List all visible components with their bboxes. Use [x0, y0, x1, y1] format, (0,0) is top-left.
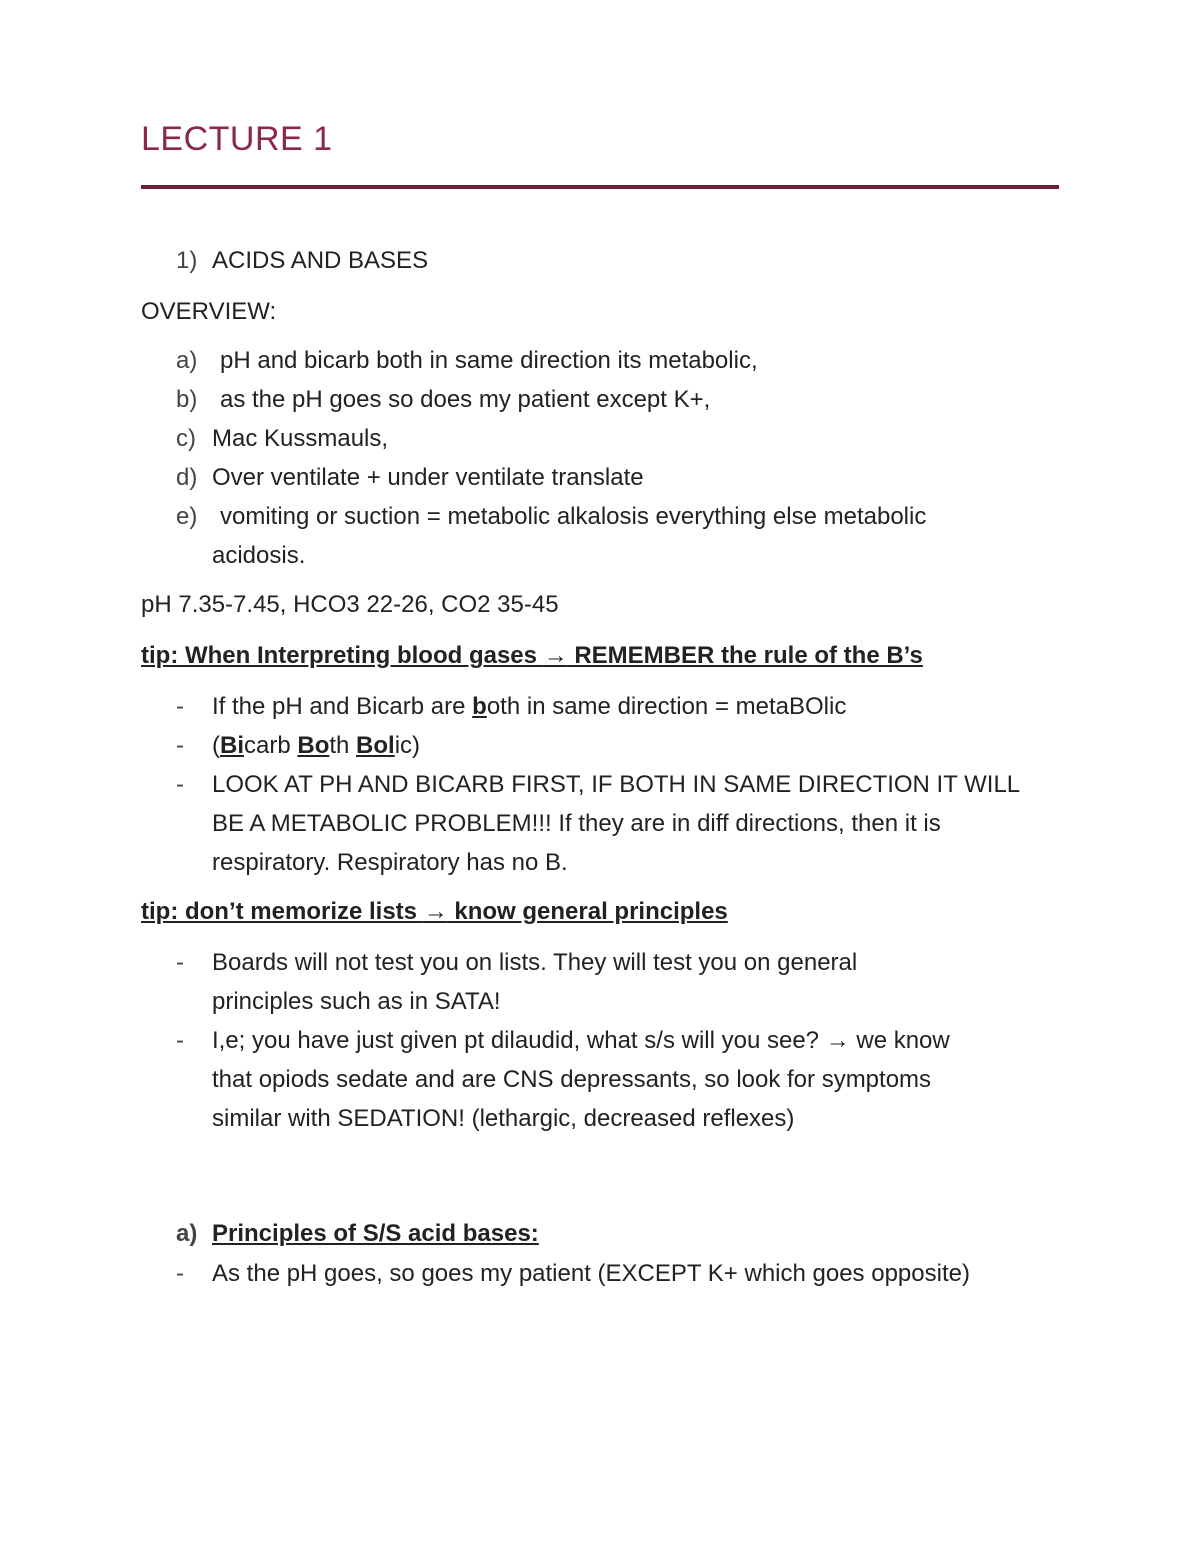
- section-heading: ACIDS AND BASES: [212, 247, 429, 274]
- list-item: Mac Kussmauls,: [212, 425, 389, 452]
- bullet-item-continuation: BE A METABOLIC PROBLEM!!! If they are in diff directions, then it is: [212, 810, 941, 837]
- bullet-item: LOOK AT PH AND BICARB FIRST, IF BOTH IN SAME DIRECTION IT WILL: [212, 771, 1021, 798]
- list-marker: d): [176, 464, 198, 491]
- tip-heading: [141, 897, 728, 927]
- page-title: LECTURE 1: [141, 120, 333, 158]
- arrow-right-icon: →: [543, 642, 568, 669]
- text-segment: (: [212, 732, 220, 759]
- list-marker: c): [176, 425, 196, 452]
- list-item: Over ventilate + under ventilate translate: [212, 464, 644, 491]
- title-divider: [141, 185, 1059, 189]
- bullet-dash: -: [176, 949, 184, 976]
- list-marker: a): [176, 1220, 198, 1247]
- bullet-item: [212, 731, 420, 761]
- text-segment: th: [329, 732, 357, 759]
- list-item-continuation: acidosis.: [212, 542, 306, 569]
- text-segment: ic): [394, 732, 421, 759]
- text-emphasis: b: [472, 693, 487, 720]
- text-emphasis: Bi: [220, 732, 244, 759]
- text-segment: I,e; you have just given pt dilaudid, what s/s will you see?: [212, 1027, 826, 1054]
- bullet-dash: -: [176, 732, 184, 759]
- list-marker: a): [176, 347, 198, 374]
- section-number: 1): [176, 247, 198, 274]
- bullet-item: Boards will not test you on lists. They will test you on general: [212, 949, 858, 976]
- bullet-item-continuation: similar with SEDATION! (lethargic, decreased reflexes): [212, 1105, 795, 1132]
- overview-label: OVERVIEW:: [141, 298, 277, 325]
- bullet-item: As the pH goes, so goes my patient (EXCEPT K+ which goes opposite): [212, 1260, 970, 1287]
- list-item: pH and bicarb both in same direction its metabolic,: [220, 347, 758, 374]
- bullet-dash: -: [176, 1027, 184, 1054]
- tip-text: tip: don’t memorize lists: [141, 898, 424, 925]
- list-marker: b): [176, 386, 198, 413]
- bullet-item: [212, 692, 846, 722]
- tip-text: know general principles: [447, 898, 728, 925]
- normal-ranges: pH 7.35-7.45, HCO3 22-26, CO2 35-45: [141, 591, 559, 618]
- text-segment: we know: [849, 1027, 950, 1054]
- bullet-item-continuation: principles such as in SATA!: [212, 988, 501, 1015]
- arrow-right-icon: →: [423, 898, 448, 925]
- tip-text: REMEMBER the rule of the B’s: [567, 642, 923, 669]
- arrow-right-icon: →: [825, 1027, 850, 1054]
- section-heading: Principles of S/S acid bases:: [212, 1220, 539, 1247]
- text-segment: carb: [244, 732, 298, 759]
- text-segment: oth in same direction = metaBOlic: [486, 693, 847, 720]
- list-item: as the pH goes so does my patient except K+,: [220, 386, 711, 413]
- text-emphasis: Bol: [356, 732, 395, 759]
- bullet-item-continuation: that opiods sedate and are CNS depressants, so look for symptoms: [212, 1066, 932, 1093]
- tip-heading: [141, 641, 923, 671]
- tip-text: tip: When Interpreting blood gases: [141, 642, 544, 669]
- bullet-item: [212, 1026, 950, 1056]
- text-segment: If the pH and Bicarb are: [212, 693, 473, 720]
- bullet-dash: -: [176, 693, 184, 720]
- bullet-dash: -: [176, 1260, 184, 1287]
- bullet-dash: -: [176, 771, 184, 798]
- bullet-item-continuation: respiratory. Respiratory has no B.: [212, 849, 568, 876]
- text-emphasis: Bo: [297, 732, 330, 759]
- list-marker: e): [176, 503, 198, 530]
- list-item: vomiting or suction = metabolic alkalosis everything else metabolic: [220, 503, 927, 530]
